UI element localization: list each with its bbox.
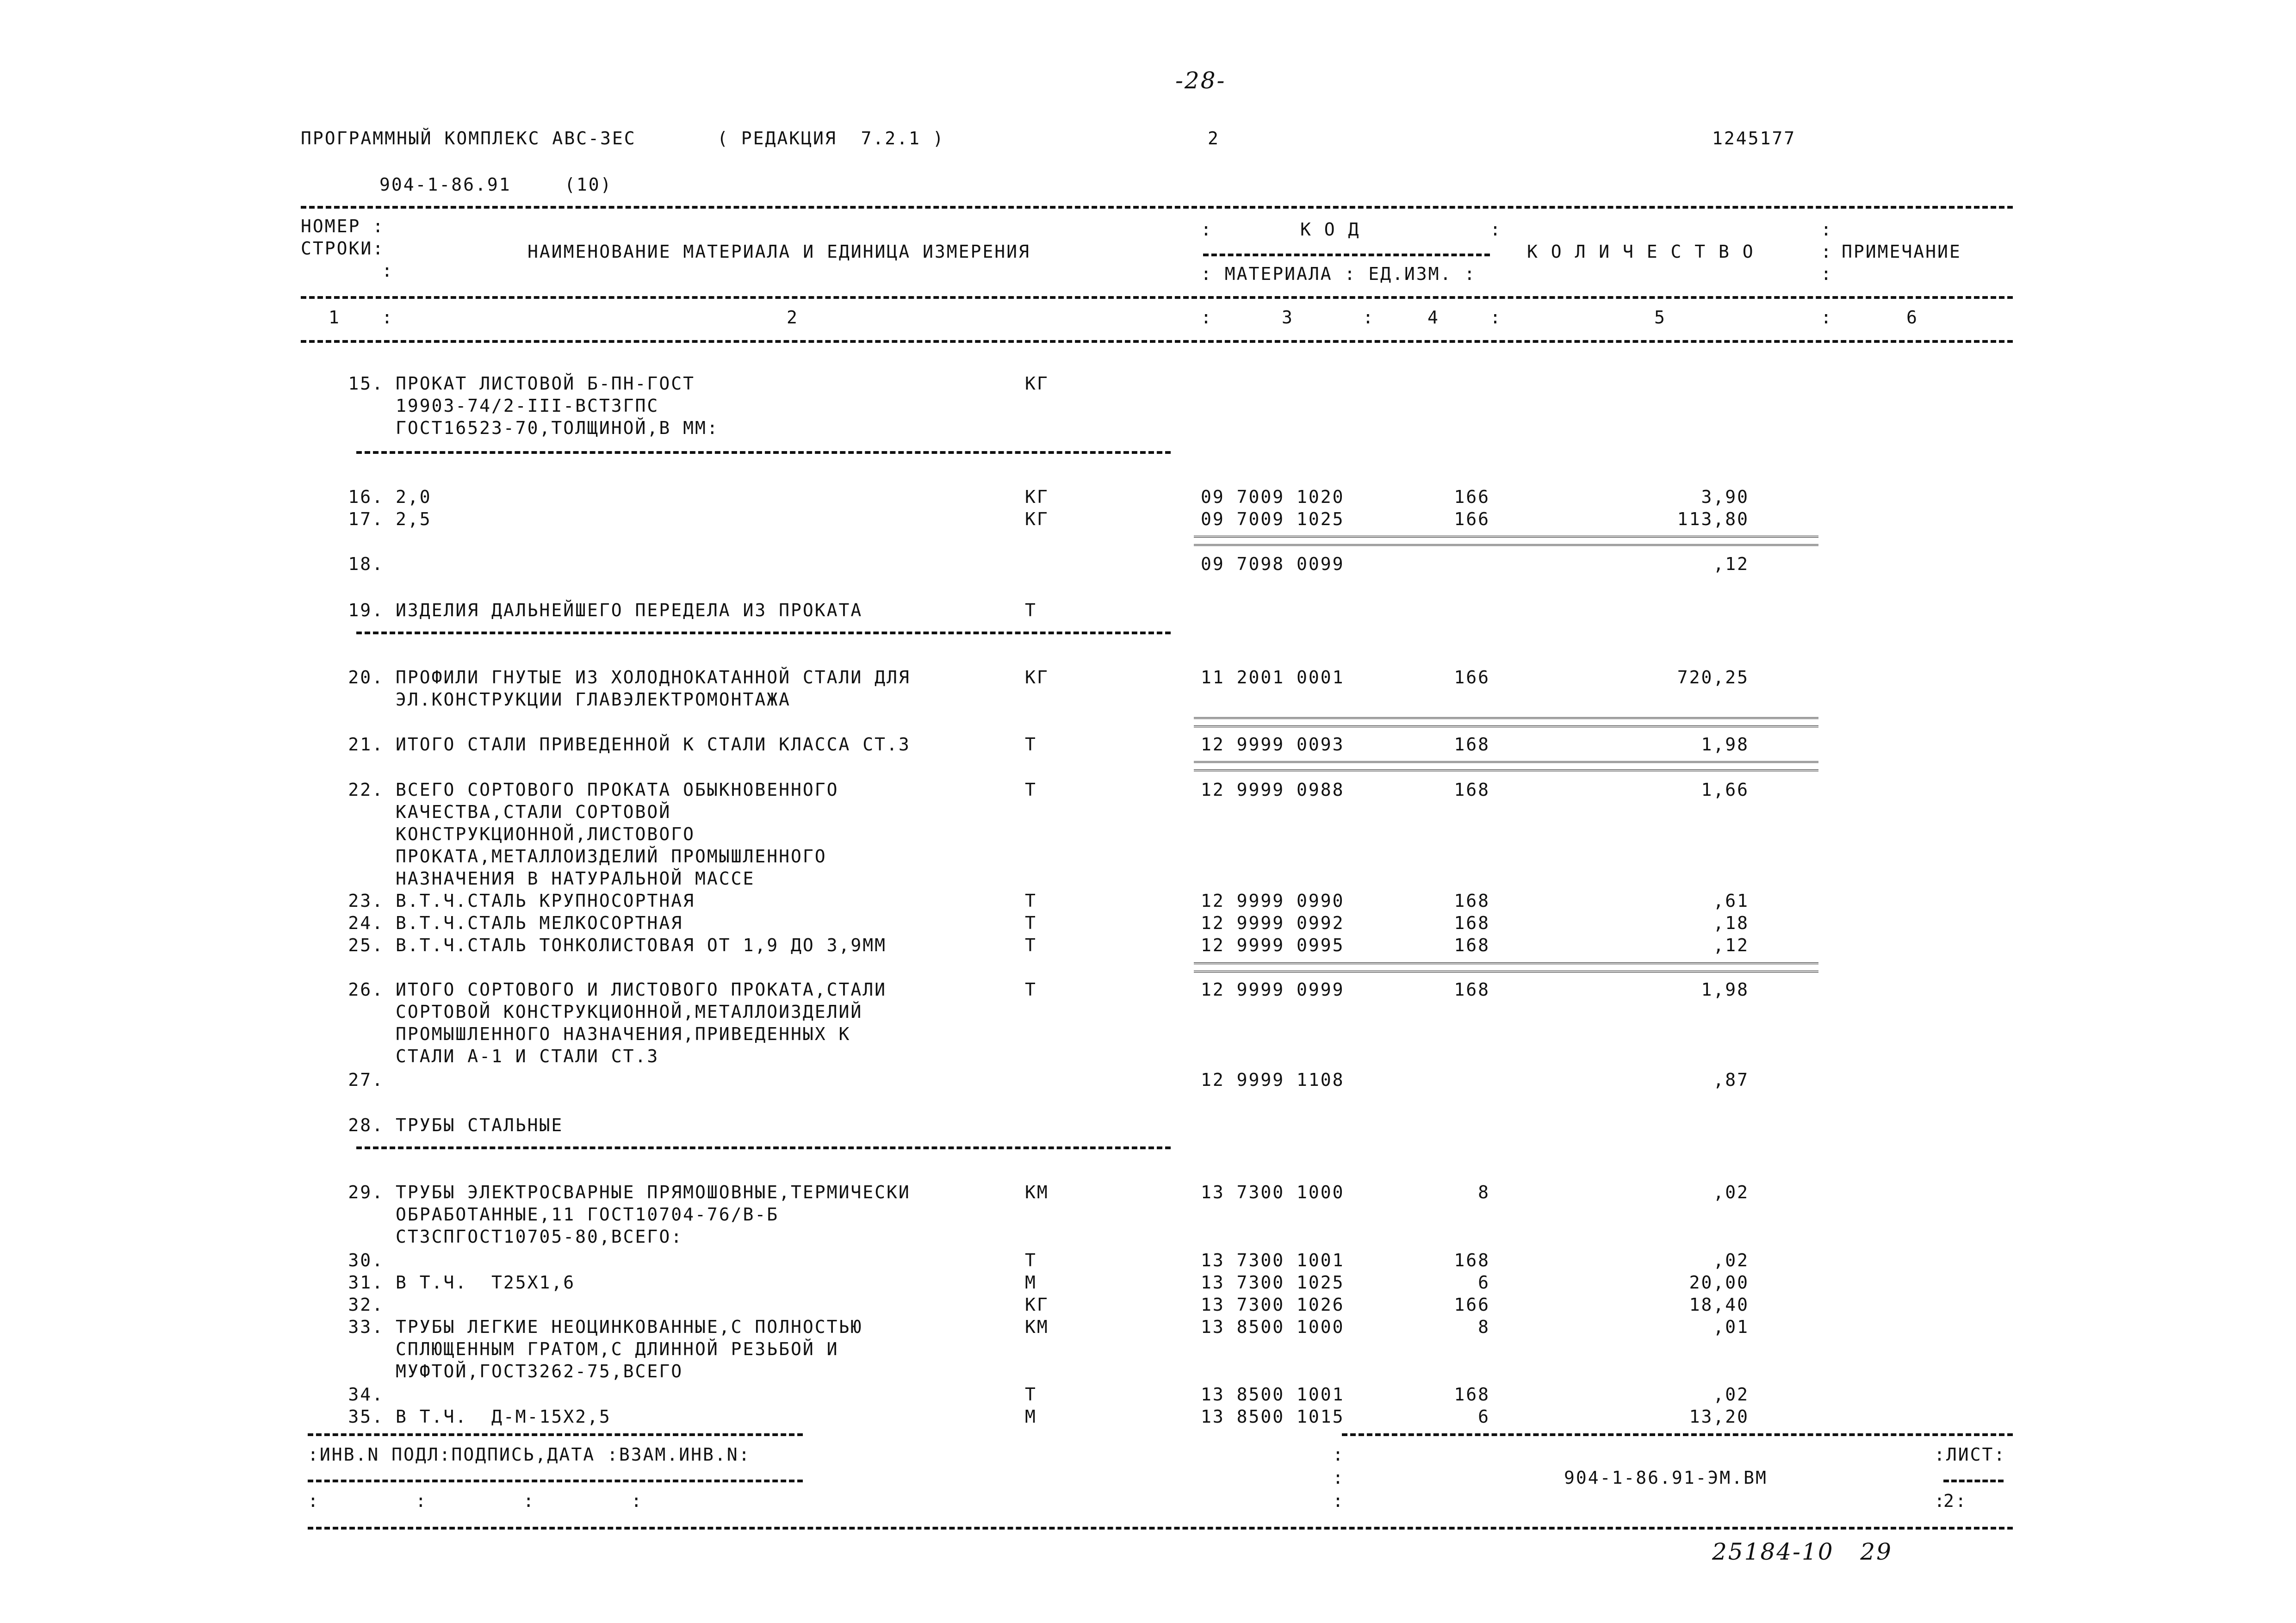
table-row-name: 2,5 bbox=[396, 509, 432, 529]
total-rule bbox=[1194, 769, 1818, 774]
table-row-unit-code: 166 bbox=[1454, 1295, 1490, 1315]
total-rule bbox=[1194, 761, 1818, 766]
col-num-sep: : bbox=[1363, 307, 1375, 328]
table-row-number: 27. bbox=[348, 1070, 384, 1090]
col-number-colon: : bbox=[382, 260, 394, 281]
table-row-name: ПРОФИЛИ ГНУТЫЕ ИЗ ХОЛОДНОКАТАННОЙ СТАЛИ ДЛЯ ЭЛ.КОНСТРУКЦИИ ГЛАВЭЛЕКТРОМОНТАЖА bbox=[396, 667, 911, 710]
table-row-code: 13 7300 1025 bbox=[1201, 1272, 1345, 1293]
table-row-number: 25. bbox=[348, 935, 384, 955]
header-bottom-rule bbox=[301, 340, 2013, 343]
table-row-code: 12 9999 1108 bbox=[1201, 1070, 1345, 1090]
table-row-unit: Т bbox=[1025, 1250, 1037, 1270]
section-rule bbox=[356, 1146, 1171, 1149]
table-row-name: В.Т.Ч.СТАЛЬ КРУПНОСОРТНАЯ bbox=[396, 891, 695, 911]
table-row-number: 17. bbox=[348, 509, 384, 529]
table-row-quantity: 720,25 bbox=[1677, 667, 1749, 688]
table-row-unit: Т bbox=[1025, 780, 1037, 800]
section-rule bbox=[356, 451, 1171, 454]
table-row-unit-code: 8 bbox=[1478, 1317, 1490, 1337]
stamp-cells: : : : : bbox=[308, 1491, 643, 1511]
table-row-name: ВСЕГО СОРТОВОГО ПРОКАТА ОБЫКНОВЕННОГО КАЧЕСТВА,СТАЛИ СОРТОВОЙ КОНСТРУКЦИОННОЙ,ЛИСТОВОГО ПРОКАТА,МЕТАЛЛОИЗДЕЛИЙ ПРОМЫШЛЕННОГО НАЗНАЧЕНИЯ В НАТУРАЛЬНОЙ МАССЕ bbox=[396, 780, 839, 889]
col-number-top: НОМЕР : bbox=[301, 216, 385, 236]
header-mid-rule bbox=[301, 296, 2013, 299]
table-row-code: 09 7009 1020 bbox=[1201, 487, 1345, 507]
signature-rule bbox=[308, 1480, 803, 1482]
col-num-sep: : bbox=[1490, 307, 1502, 328]
col-number-bottom: СТРОКИ: bbox=[301, 238, 385, 259]
table-row-quantity: ,12 bbox=[1713, 935, 1749, 955]
table-row-code: 13 7300 1026 bbox=[1201, 1295, 1345, 1315]
col-num-sep: : bbox=[382, 307, 394, 328]
table-row-quantity: ,02 bbox=[1713, 1182, 1749, 1202]
table-row-quantity: ,02 bbox=[1713, 1384, 1749, 1405]
table-row-unit-code: 168 bbox=[1454, 891, 1490, 911]
table-row-number: 31. bbox=[348, 1272, 384, 1293]
col-material-header: : МАТЕРИАЛА : ЕД.ИЗМ. : bbox=[1201, 264, 1477, 284]
table-row-quantity: ,01 bbox=[1713, 1317, 1749, 1337]
table-row-code: 13 7300 1000 bbox=[1201, 1182, 1345, 1202]
table-row-unit-code: 168 bbox=[1454, 780, 1490, 800]
col-num-5: 5 bbox=[1654, 307, 1666, 328]
table-row-code: 12 9999 0999 bbox=[1201, 979, 1345, 1000]
sheet-rule bbox=[1943, 1480, 2004, 1482]
total-rule bbox=[1194, 536, 1818, 540]
table-row-unit-code: 168 bbox=[1454, 979, 1490, 1000]
table-row-number: 24. bbox=[348, 913, 384, 933]
table-row-quantity: 13,20 bbox=[1689, 1406, 1749, 1427]
col-num-4: 4 bbox=[1427, 307, 1440, 328]
table-row-code: 13 7300 1001 bbox=[1201, 1250, 1345, 1270]
stamp-bottom-rule bbox=[308, 1527, 2013, 1530]
table-row-name: 2,0 bbox=[396, 487, 432, 507]
col-num-sep: : bbox=[1821, 307, 1833, 328]
table-row-unit: Т bbox=[1025, 600, 1037, 620]
table-row-unit-code: 168 bbox=[1454, 1384, 1490, 1405]
table-row-quantity: 20,00 bbox=[1689, 1272, 1749, 1293]
header-code: 1245177 bbox=[1712, 128, 1796, 149]
table-row-unit-code: 8 bbox=[1478, 1182, 1490, 1202]
program-name: ПРОГРАММНЫЙ КОМПЛЕКС АВС-3ЕС bbox=[301, 128, 636, 149]
table-row-unit-code: 168 bbox=[1454, 913, 1490, 933]
total-rule bbox=[1194, 971, 1818, 975]
table-row-unit: Т bbox=[1025, 913, 1037, 933]
table-row-quantity: ,87 bbox=[1713, 1070, 1749, 1090]
table-row-unit: КГ bbox=[1025, 373, 1049, 394]
section-rule bbox=[356, 632, 1171, 634]
table-row-unit-code: 6 bbox=[1478, 1272, 1490, 1293]
signature-block-labels: :ИНВ.N ПОДЛ:ПОДПИСЬ,ДАТА :ВЗАМ.ИНВ.N: bbox=[308, 1444, 751, 1465]
col-num-6: 6 bbox=[1906, 307, 1918, 328]
stamp-sep: : bbox=[1333, 1491, 1345, 1511]
page-number: -28- bbox=[1175, 67, 1226, 94]
table-row-number: 18. bbox=[348, 554, 384, 574]
col-num-1: 1 bbox=[329, 307, 341, 328]
table-row-quantity: ,02 bbox=[1713, 1250, 1749, 1270]
table-row-code: 12 9999 0990 bbox=[1201, 891, 1345, 911]
table-row-code: 13 8500 1015 bbox=[1201, 1406, 1345, 1427]
table-row-quantity: 18,40 bbox=[1689, 1295, 1749, 1315]
table-row-name: В.Т.Ч.СТАЛЬ МЕЛКОСОРТНАЯ bbox=[396, 913, 683, 933]
table-row-name: ИЗДЕЛИЯ ДАЛЬНЕЙШЕГО ПЕРЕДЕЛА ИЗ ПРОКАТА bbox=[396, 600, 863, 620]
table-row-number: 34. bbox=[348, 1384, 384, 1405]
col-qty-sep: : bbox=[1821, 219, 1833, 240]
table-row-code: 09 7098 0099 bbox=[1201, 554, 1345, 574]
table-row-unit-code: 168 bbox=[1454, 734, 1490, 755]
table-row-number: 21. bbox=[348, 734, 384, 755]
col-qty-sep: : bbox=[1821, 264, 1833, 284]
table-row-unit-code: 166 bbox=[1454, 487, 1490, 507]
table-row-code: 09 7009 1025 bbox=[1201, 509, 1345, 529]
table-row-number: 28. bbox=[348, 1115, 384, 1135]
table-row-number: 33. bbox=[348, 1317, 384, 1337]
table-row-unit: КГ bbox=[1025, 1295, 1049, 1315]
total-rule bbox=[1194, 717, 1818, 722]
table-row-number: 15. bbox=[348, 373, 384, 394]
col-num-3: 3 bbox=[1282, 307, 1294, 328]
table-row-quantity: 1,98 bbox=[1701, 734, 1749, 755]
project-number: 904-1-86.91 bbox=[379, 174, 511, 195]
col-code-sep: : bbox=[1490, 219, 1502, 240]
table-row-quantity: ,12 bbox=[1713, 554, 1749, 574]
table-row-unit: КГ bbox=[1025, 509, 1049, 529]
table-row-quantity: 1,66 bbox=[1701, 780, 1749, 800]
table-row-unit: КГ bbox=[1025, 487, 1049, 507]
header-sheet: 2 bbox=[1208, 128, 1220, 149]
sheet-label: :ЛИСТ: bbox=[1934, 1444, 2006, 1465]
table-row-unit: Т bbox=[1025, 1384, 1037, 1405]
table-row-unit-code: 166 bbox=[1454, 509, 1490, 529]
table-row-unit-code: 166 bbox=[1454, 667, 1490, 688]
table-row-unit: КМ bbox=[1025, 1317, 1049, 1337]
table-row-quantity: ,61 bbox=[1713, 891, 1749, 911]
col-code-header: К О Д bbox=[1300, 219, 1360, 240]
table-row-quantity: 1,98 bbox=[1701, 979, 1749, 1000]
project-variant: (10) bbox=[565, 174, 613, 195]
document-code: 904-1-86.91-ЭМ.ВМ bbox=[1564, 1468, 1768, 1488]
edition: ( РЕДАКЦИЯ 7.2.1 ) bbox=[717, 128, 945, 149]
table-row-name: ИТОГО СОРТОВОГО И ЛИСТОВОГО ПРОКАТА,СТАЛИ СОРТОВОЙ КОНСТРУКЦИОННОЙ,МЕТАЛЛОИЗДЕЛИЙ ПРОМЫШЛЕННОГО НАЗНАЧЕНИЯ,ПРИВЕДЕННЫХ К СТАЛИ А-1 И СТАЛИ СТ.3 bbox=[396, 979, 887, 1066]
table-row-name: В Т.Ч. Т25Х1,6 bbox=[396, 1272, 576, 1293]
sheet-sep: : bbox=[1934, 1491, 1946, 1511]
table-row-unit: Т bbox=[1025, 734, 1037, 755]
col-num-sep: : bbox=[1201, 307, 1213, 328]
table-row-name: ТРУБЫ ЛЕГКИЕ НЕОЦИНКОВАННЫЕ,С ПОЛНОСТЬЮ СПЛЮЩЕННЫМ ГРАТОМ,С ДЛИННОЙ РЕЗЬБОЙ И МУФТОЙ,ГОСТ3262-75,ВСЕГО bbox=[396, 1317, 863, 1381]
table-row-unit: Т bbox=[1025, 935, 1037, 955]
table-row-number: 19. bbox=[348, 600, 384, 620]
table-row-unit: М bbox=[1025, 1406, 1037, 1427]
table-row-unit: КГ bbox=[1025, 667, 1049, 688]
stamp-top-rule bbox=[308, 1433, 803, 1436]
table-row-name: ТРУБЫ СТАЛЬНЫЕ bbox=[396, 1115, 564, 1135]
total-rule bbox=[1194, 544, 1818, 549]
table-row-number: 32. bbox=[348, 1295, 384, 1315]
table-row-number: 29. bbox=[348, 1182, 384, 1202]
table-row-number: 35. bbox=[348, 1406, 384, 1427]
sheet-value: 2: bbox=[1943, 1491, 1967, 1511]
total-rule bbox=[1194, 725, 1818, 730]
table-row-unit: М bbox=[1025, 1272, 1037, 1293]
table-row-code: 12 9999 0992 bbox=[1201, 913, 1345, 933]
table-row-number: 20. bbox=[348, 667, 384, 688]
archive-number: 25184-10 29 bbox=[1712, 1538, 1893, 1565]
table-row-number: 30. bbox=[348, 1250, 384, 1270]
header-top-rule bbox=[301, 206, 2013, 209]
table-row-unit: Т bbox=[1025, 979, 1037, 1000]
col-name-header: НАИМЕНОВАНИЕ МАТЕРИАЛА И ЕДИНИЦА ИЗМЕРЕНИЯ bbox=[527, 242, 1030, 262]
total-rule bbox=[1194, 962, 1818, 967]
table-row-quantity: 113,80 bbox=[1677, 509, 1749, 529]
col-num-2: 2 bbox=[787, 307, 799, 328]
code-divider-rule bbox=[1203, 254, 1490, 256]
table-row-number: 22. bbox=[348, 780, 384, 800]
table-row-name: В Т.Ч. Д-М-15Х2,5 bbox=[396, 1406, 611, 1427]
table-row-unit-code: 168 bbox=[1454, 1250, 1490, 1270]
table-row-number: 16. bbox=[348, 487, 384, 507]
table-row-code: 13 8500 1001 bbox=[1201, 1384, 1345, 1405]
table-row-unit: Т bbox=[1025, 891, 1037, 911]
col-note-header: ПРИМЕЧАНИЕ bbox=[1842, 242, 1961, 262]
table-row-unit-code: 6 bbox=[1478, 1406, 1490, 1427]
col-code-sep: : bbox=[1201, 219, 1213, 240]
col-qty-sep: : bbox=[1821, 242, 1833, 262]
table-row-number: 23. bbox=[348, 891, 384, 911]
table-row-code: 12 9999 0988 bbox=[1201, 780, 1345, 800]
table-row-code: 11 2001 0001 bbox=[1201, 667, 1345, 688]
table-row-quantity: ,18 bbox=[1713, 913, 1749, 933]
col-qty-header: К О Л И Ч Е С Т В О bbox=[1527, 242, 1755, 262]
table-row-number: 26. bbox=[348, 979, 384, 1000]
stamp-sep: : bbox=[1333, 1444, 1345, 1465]
table-row-name: В.Т.Ч.СТАЛЬ ТОНКОЛИСТОВАЯ ОТ 1,9 ДО 3,9ММ bbox=[396, 935, 887, 955]
table-row-name: ПРОКАТ ЛИСТОВОЙ Б-ПН-ГОСТ 19903-74/2-III-ВСТ3ГПС ГОСТ16523-70,ТОЛЩИНОЙ,В ММ: bbox=[396, 373, 719, 438]
table-row-name: ТРУБЫ ЭЛЕКТРОСВАРНЫЕ ПРЯМОШОВНЫЕ,ТЕРМИЧЕСКИ ОБРАБОТАННЫЕ,11 ГОСТ10704-76/В-Б СТ3СПГОСТ10705-80,ВСЕГО: bbox=[396, 1182, 911, 1247]
table-row-quantity: 3,90 bbox=[1701, 487, 1749, 507]
table-row-unit-code: 168 bbox=[1454, 935, 1490, 955]
table-row-unit: КМ bbox=[1025, 1182, 1049, 1202]
table-row-code: 12 9999 0093 bbox=[1201, 734, 1345, 755]
stamp-top-rule-right bbox=[1342, 1433, 2013, 1436]
table-row-code: 13 8500 1000 bbox=[1201, 1317, 1345, 1337]
table-row-code: 12 9999 0995 bbox=[1201, 935, 1345, 955]
stamp-sep: : bbox=[1333, 1468, 1345, 1488]
table-row-name: ИТОГО СТАЛИ ПРИВЕДЕННОЙ К СТАЛИ КЛАССА СТ.3 bbox=[396, 734, 911, 755]
